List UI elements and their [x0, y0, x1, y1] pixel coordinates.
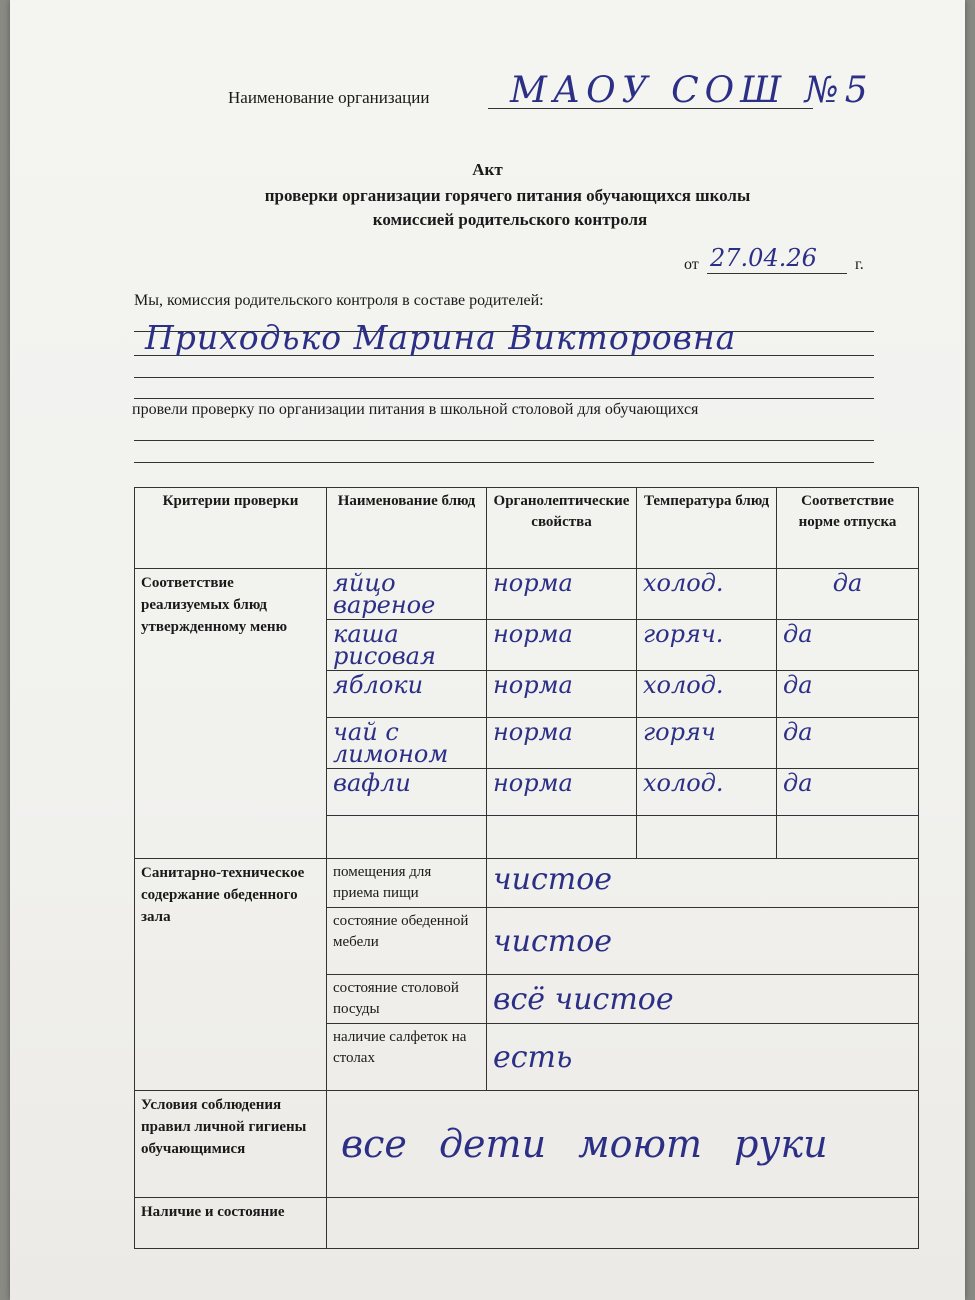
organo-value: норма: [487, 671, 637, 718]
commission-line-4: [134, 398, 874, 399]
dish-name: чай с лимоном: [327, 718, 487, 769]
check-text: провели проверку по организации питания в школьной столовой для обучающихся: [132, 401, 699, 418]
empty-cell: [327, 816, 487, 859]
sanitary-item: состояние столовой посуды: [327, 975, 487, 1024]
organo-value: норма: [487, 569, 637, 620]
temp-value: холод.: [637, 671, 777, 718]
check-line-2: [134, 462, 874, 463]
hygiene-value: все дети моют руки: [327, 1091, 919, 1198]
sanitary-value: чистое: [487, 859, 919, 908]
col-header-norm: Соответствие норме отпуска: [777, 488, 919, 569]
temp-value: холод.: [637, 569, 777, 620]
dish-name: каша рисовая: [327, 620, 487, 671]
dish-name: яблоки: [327, 671, 487, 718]
empty-cell: [777, 816, 919, 859]
sanitary-item: помещения для приема пищи: [327, 859, 487, 908]
dish-name: вафли: [327, 769, 487, 816]
temp-value: горяч.: [637, 620, 777, 671]
table-row: [135, 1198, 919, 1249]
organo-value: норма: [487, 769, 637, 816]
section3-label: Условия соблюдения правил личной гигиены обучающимися: [135, 1091, 327, 1198]
norm-value: да: [777, 671, 919, 718]
norm-value: да: [777, 569, 919, 620]
section4-label: Наличие и состояние: [135, 1198, 327, 1249]
table-header-row: [135, 488, 919, 569]
section1-label: Соответствие реализуемых блюд утвержденному меню: [135, 569, 327, 859]
table-row: [135, 1091, 919, 1198]
organo-value: норма: [487, 718, 637, 769]
date-value: 27.04.26: [710, 244, 817, 272]
sanitary-value: есть: [487, 1024, 919, 1091]
col-header-criteria: Критерии проверки: [135, 488, 327, 569]
organo-value: норма: [487, 620, 637, 671]
inspection-table: [134, 487, 919, 1249]
document-page: [10, 0, 965, 1300]
temp-value: горяч: [637, 718, 777, 769]
col-header-dish: Наименование блюд: [327, 488, 487, 569]
org-label: Наименование организации: [228, 88, 430, 107]
empty-cell: [487, 816, 637, 859]
doc-title: Акт: [472, 160, 503, 179]
col-header-temp: Температура блюд: [637, 488, 777, 569]
org-value: МАОУ СОШ №5: [510, 70, 874, 111]
sanitary-item: состояние обеденной мебели: [327, 908, 487, 975]
section4-value: [327, 1198, 919, 1249]
commission-member: Приходько Марина Викторовна: [145, 318, 737, 357]
check-line-1: [134, 440, 874, 441]
section2-label: Санитарно-техническое содержание обеденного зала: [135, 859, 327, 1091]
temp-value: холод.: [637, 769, 777, 816]
doc-subtitle-1: проверки организации горячего питания обучающихся школы: [264, 186, 751, 205]
commission-intro: Мы, комиссия родительского контроля в составе родителей:: [134, 292, 544, 309]
sanitary-value: всё чистое: [487, 975, 919, 1024]
table-row: [135, 569, 919, 620]
date-prefix: от: [684, 256, 699, 273]
norm-value: да: [777, 769, 919, 816]
date-underline: [707, 273, 847, 274]
col-header-organo: Органолептические свойства: [487, 488, 637, 569]
date-suffix: г.: [855, 256, 864, 273]
norm-value: да: [777, 620, 919, 671]
commission-line-3: [134, 377, 874, 378]
table-row: [135, 859, 919, 908]
dish-name: яйцо вареное: [327, 569, 487, 620]
sanitary-item: наличие салфеток на столах: [327, 1024, 487, 1091]
doc-subtitle-2: комиссией родительского контроля: [372, 210, 648, 229]
norm-value: да: [777, 718, 919, 769]
empty-cell: [637, 816, 777, 859]
sanitary-value: чистое: [487, 908, 919, 975]
